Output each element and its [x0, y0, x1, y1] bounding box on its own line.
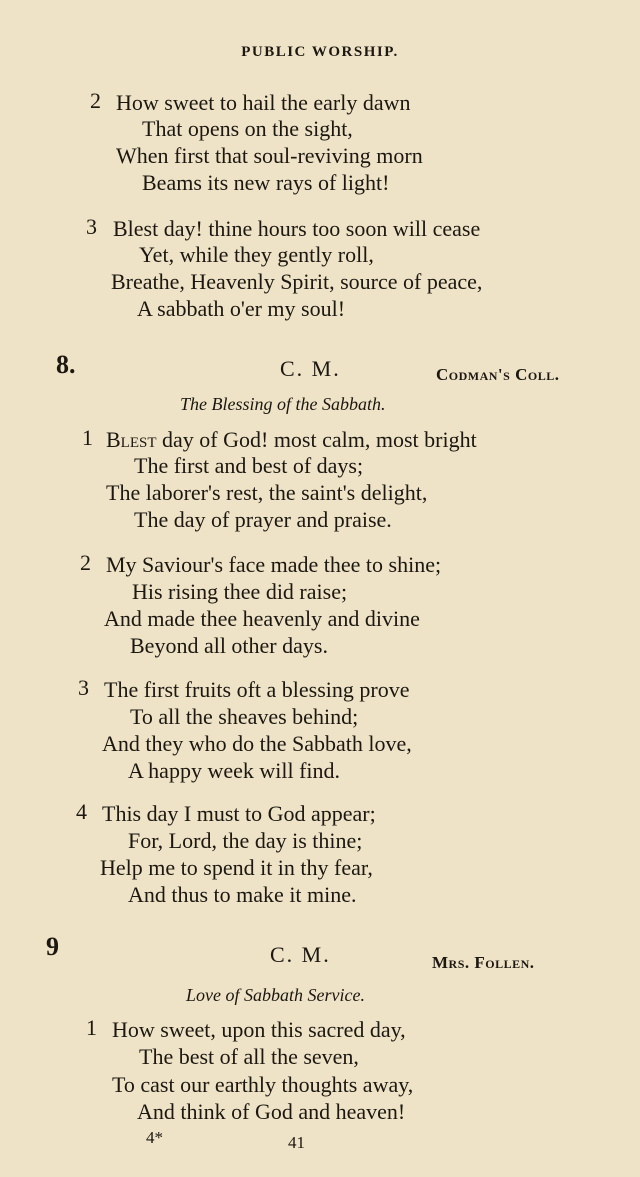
stanza-number: 1: [82, 425, 93, 450]
running-header: PUBLIC WORSHIP.: [241, 44, 399, 60]
stanza-number: 3: [78, 675, 89, 700]
stanza-number: 3: [86, 214, 97, 239]
verse-line: The best of all the seven,: [139, 1044, 359, 1069]
verse-line: [106, 427, 477, 453]
verse-line: For, Lord, the day is thine;: [128, 828, 363, 853]
verse-line: Yet, while they gently roll,: [139, 242, 374, 267]
stanza-number: 1: [86, 1015, 97, 1040]
hymn-source: Codman's Coll.: [436, 365, 560, 384]
stanza-number: 2: [90, 88, 101, 113]
verse-line: How sweet, upon this sacred day,: [112, 1017, 406, 1042]
verse-line: The first fruits oft a blessing prove: [104, 677, 410, 702]
hymn-meter: C. M.: [280, 356, 341, 381]
hymn-title: The Blessing of the Sabbath.: [180, 394, 386, 414]
verse-line: This day I must to God appear;: [102, 801, 376, 826]
verse-line: And made thee heavenly and divine: [104, 606, 420, 631]
hymn-number: 8.: [56, 350, 76, 379]
verse-line: Blest day! thine hours too soon will cease: [113, 216, 481, 241]
stanza-number: 2: [80, 550, 91, 575]
verse-line: Beams its new rays of light!: [142, 170, 390, 195]
verse-line: To cast our earthly thoughts away,: [112, 1072, 414, 1097]
verse-line: The laborer's rest, the saint's delight,: [106, 480, 428, 505]
verse-line: A happy week will find.: [128, 758, 341, 783]
verse-line: The day of prayer and praise.: [134, 507, 392, 532]
verse-line: And think of God and heaven!: [137, 1099, 406, 1124]
hymn-meter: C. M.: [270, 942, 331, 967]
verse-line: And thus to make it mine.: [128, 882, 357, 907]
verse-line: That opens on the sight,: [142, 116, 353, 141]
page-number: 41: [288, 1133, 305, 1152]
verse-line: When first that soul-reviving morn: [116, 143, 423, 168]
verse-line: Beyond all other days.: [130, 633, 328, 658]
hymn-source: Mrs. Follen.: [432, 953, 535, 972]
stanza-number: 4: [76, 799, 87, 824]
verse-line: Help me to spend it in thy fear,: [100, 855, 373, 880]
verse-line: My Saviour's face made thee to shine;: [106, 552, 442, 577]
verse-line: His rising thee did raise;: [132, 579, 348, 604]
hymn-number: 9: [46, 932, 59, 961]
verse-line: A sabbath o'er my soul!: [137, 296, 346, 321]
signature-mark: 4*: [146, 1128, 163, 1147]
first-word: Blest: [106, 427, 157, 452]
verse-line: To all the sheaves behind;: [130, 704, 359, 729]
verse-line-rest: day of God! most calm, most bright: [156, 427, 477, 452]
verse-line: How sweet to hail the early dawn: [116, 90, 411, 115]
hymn-title: Love of Sabbath Service.: [186, 985, 365, 1005]
verse-line: The first and best of days;: [134, 453, 364, 478]
verse-line: Breathe, Heavenly Spirit, source of peace,: [111, 269, 483, 294]
verse-line: And they who do the Sabbath love,: [102, 731, 412, 756]
